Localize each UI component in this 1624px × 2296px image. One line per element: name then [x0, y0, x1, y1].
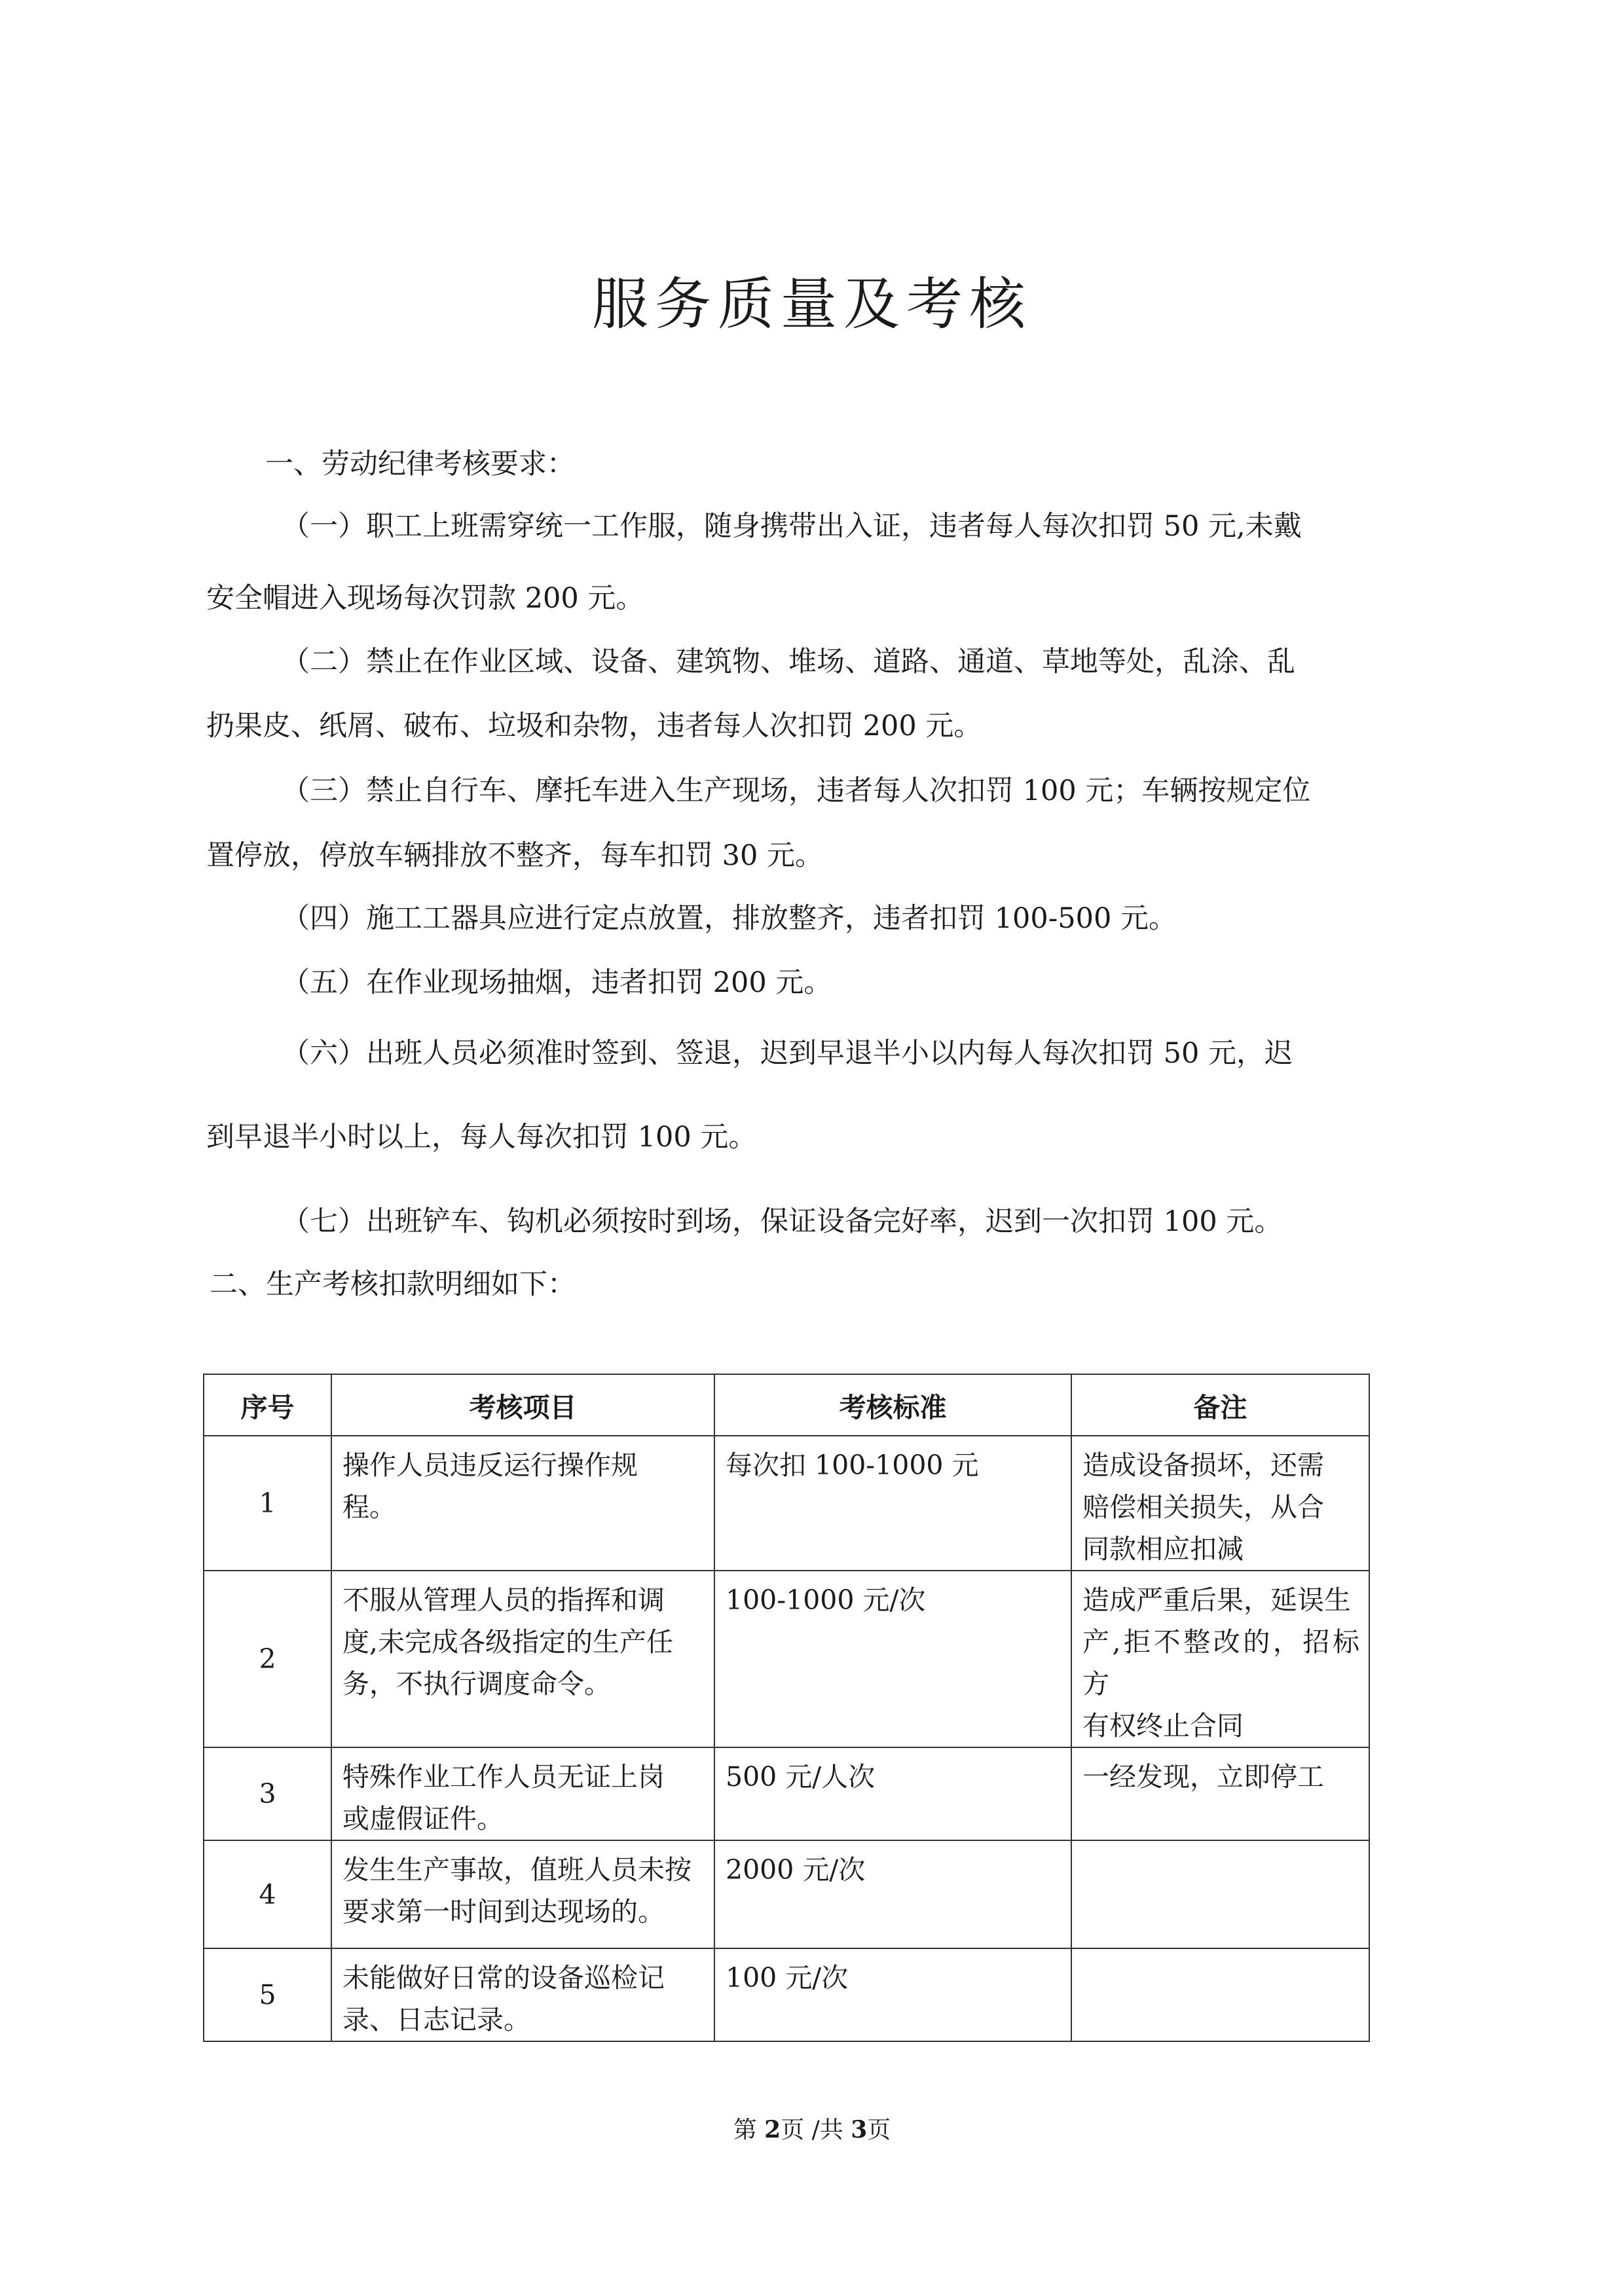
row-item-cell: [331, 1948, 714, 2041]
row-standard: 100 元/次: [726, 1962, 849, 1994]
rule-1-line1: （一）职工上班需穿统一工作服，随身携带出入证，违者每人每次扣罚 50 元,未戴: [282, 510, 1302, 543]
row-note-cell: [1071, 1571, 1369, 1747]
row-note: 造成严重后果，延误生 产,拒不整改的，招标方 有权终止合同: [1082, 1584, 1359, 1741]
row-seq: 2: [204, 1571, 331, 1747]
row-standard: 每次扣 100-1000 元: [726, 1449, 979, 1481]
row-note: 一经发现，立即停工: [1082, 1761, 1324, 1793]
row-item-cell: [331, 1747, 714, 1840]
row-item-cell: [331, 1840, 714, 1948]
row-standard: 500 元/人次: [726, 1761, 876, 1793]
row-item: 未能做好日常的设备巡检记 录、日志记录。: [342, 1962, 665, 2035]
rule-5: （五）在作业现场抽烟，违者扣罚 200 元。: [282, 966, 832, 999]
row-note: [1072, 1841, 1369, 1849]
row-standard-cell: [714, 1571, 1071, 1747]
rule-6-line2: 到早退半小时以上，每人每次扣罚 100 元。: [206, 1121, 757, 1154]
row-note: 造成设备损坏，还需 赔偿相关损失，从合 同款相应扣减: [1082, 1449, 1324, 1565]
table-header-row: [204, 1374, 1369, 1436]
row-note-cell: [1071, 1840, 1369, 1948]
header-note: 备注: [1071, 1374, 1369, 1436]
section1-heading: 一、劳动纪律考核要求：: [265, 448, 575, 481]
row-standard: 2000 元/次: [726, 1854, 866, 1886]
table-row: [204, 1571, 1369, 1747]
table-row: [204, 1840, 1369, 1948]
row-seq: 3: [204, 1747, 331, 1840]
row-note-cell: [1071, 1436, 1369, 1571]
row-item: 操作人员违反运行操作规 程。: [342, 1449, 638, 1523]
row-seq: 1: [204, 1436, 331, 1571]
row-note-cell: [1071, 1747, 1369, 1840]
row-standard-cell: [714, 1948, 1071, 2041]
current-page-number: 2: [764, 2116, 781, 2143]
rule-7: （七）出班铲车、钩机必须按时到场，保证设备完好率，迟到一次扣罚 100 元。: [282, 1205, 1283, 1238]
rule-2-line1: （二）禁止在作业区域、设备、建筑物、堆场、道路、通道、草地等处，乱涂、乱: [282, 646, 1295, 678]
rule-2-line2: 扔果皮、纸屑、破布、垃圾和杂物，违者每人次扣罚 200 元。: [206, 710, 982, 742]
row-note-cell: [1071, 1948, 1369, 2041]
header-item: 考核项目: [331, 1374, 714, 1436]
row-seq: 4: [204, 1840, 331, 1948]
row-item: 发生生产事故，值班人员未按 要求第一时间到达现场的。: [342, 1854, 692, 1927]
rule-3-line2: 置停放，停放车辆排放不整齐，每车扣罚 30 元。: [206, 839, 824, 872]
header-standard: 考核标准: [714, 1374, 1071, 1436]
total-pages-number: 3: [851, 2116, 868, 2143]
rule-4: （四）施工工器具应进行定点放置，排放整齐，违者扣罚 100-500 元。: [282, 902, 1177, 935]
rule-3-line1: （三）禁止自行车、摩托车进入生产现场，违者每人次扣罚 100 元；车辆按规定位: [282, 774, 1311, 807]
table-row: [204, 1948, 1369, 2041]
document-title: 服务质量及考核: [592, 272, 1032, 337]
row-seq: 5: [204, 1948, 331, 2041]
row-standard-cell: [714, 1747, 1071, 1840]
section2-heading: 二、生产考核扣款明细如下：: [210, 1268, 576, 1301]
row-standard-cell: [714, 1436, 1071, 1571]
rule-6-line1: （六）出班人员必须准时签到、签退，迟到早退半小以内每人每次扣罚 50 元，迟: [282, 1037, 1293, 1070]
row-standard-cell: [714, 1840, 1071, 1948]
footer-prefix: 第: [733, 2117, 765, 2143]
table-row: [204, 1747, 1369, 1840]
row-item: 不服从管理人员的指挥和调 度,未完成各级指定的生产任 务，不执行调度命令。: [342, 1584, 674, 1700]
footer-suffix: 页: [867, 2117, 891, 2143]
row-item-cell: [331, 1571, 714, 1747]
row-note: [1072, 1949, 1369, 1957]
rule-1-line2: 安全帽进入现场每次罚款 200 元。: [206, 582, 644, 615]
row-item-cell: [331, 1436, 714, 1571]
page-footer: [0, 2111, 1624, 2145]
row-item: 特殊作业工作人员无证上岗 或虚假证件。: [342, 1761, 665, 1834]
row-standard: 100-1000 元/次: [726, 1584, 926, 1616]
assessment-table: [203, 1374, 1370, 2042]
footer-middle: 页 /共: [781, 2117, 851, 2143]
table-row: [204, 1436, 1369, 1571]
header-seq: 序号: [204, 1374, 331, 1436]
